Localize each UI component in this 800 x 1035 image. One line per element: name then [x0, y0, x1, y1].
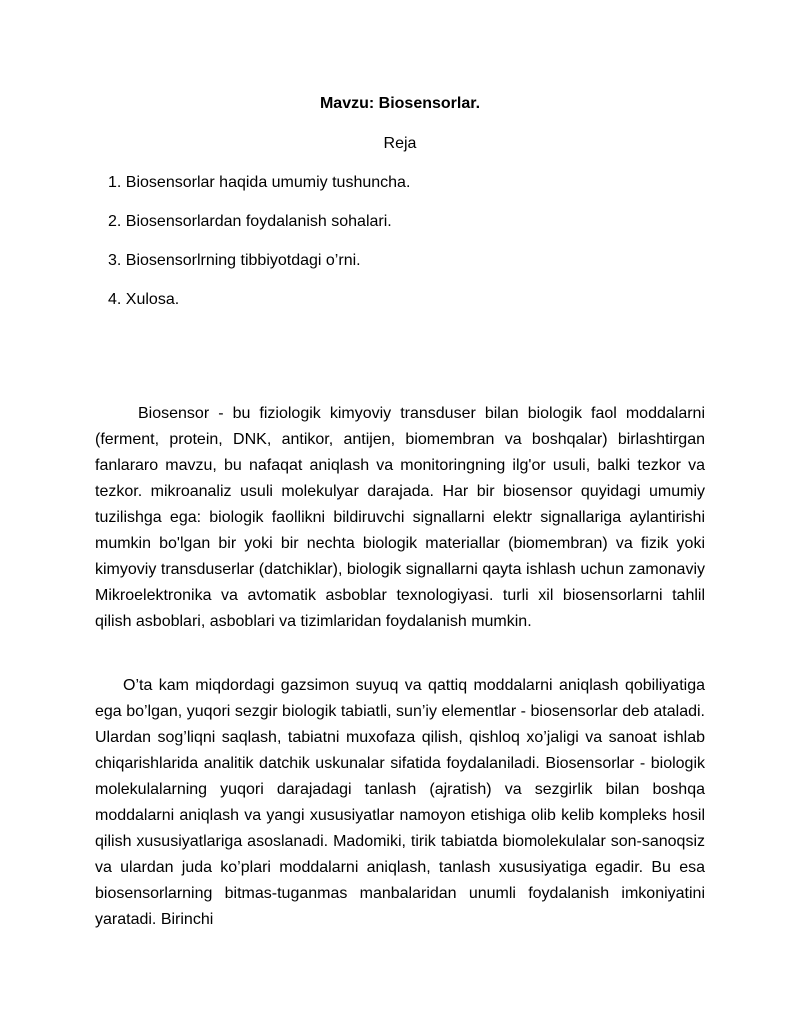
plan-list: [108, 173, 410, 329]
plan-item: 2. Biosensorlardan foydalanish sohalari.: [108, 213, 392, 230]
document-title: Mavzu: Biosensorlar.: [319, 95, 481, 112]
plan-item: 3. Biosensorlrning tibbiyotdagi o’rni.: [108, 252, 361, 269]
plan-item: 1. Biosensorlar haqida umumiy tushuncha.: [108, 174, 411, 191]
body-paragraph: O’ta kam miqdordagi gazsimon suyuq va qattiq moddalarni aniqlash qobiliyatiga ega bo’lgan, yuqori sezgir biologik tabiatli, sun’iy elementlar - biosensorlar deb ataladi. Ulardan sog’liqni saqlash, tabiatni muxofaza qilish, qishloq xo’jaligi va sanoat ishlab chiqarishlarida analitik datchik uskunalar sifatida foydalaniladi. Biosensorlar - biologik molekulalarning yuqori darajadagi tanlash (ajratish) va sezgirlik bilan boshqa moddalarni aniqlash va yangi xususiyatlar namoyon etishiga olib kelib kompleks hosil qilish xususiyatlariga asoslanadi. Madomiki, tirik tabiatda biomolekulalar son-sanoqsiz va ulardan juda ko’plari moddalarni aniqlash, tanlash xususiyatiga egadir. Bu esa biosensorlarning bitmas-tuganmas manbalaridan unumli foydalanish imkoniyatini yaratadi. Birinchi: [95, 677, 705, 928]
plan-item: 4. Xulosa.: [108, 291, 180, 308]
plan-heading: Reja: [383, 135, 417, 152]
body-paragraph: Biosensor - bu fiziologik kimyoviy transduser bilan biologik faol moddalarni (ferment, protein, DNK, antikor, antijen, biomembran va boshqalar) birlashtirgan fanlararo mavzu, bu nafaqat aniqlash va monitoringning ilg'or usuli, balki tezkor va tezkor. mikroanaliz usuli molekulyar darajada. Har bir biosensor quyidagi umumiy tuzilishga ega: biologik faollikni bildiruvchi signallarni elektr signallariga aylantirishi mumkin bo'lgan bir yoki bir nechta biologik materiallar (biomembran) va fizik yoki kimyoviy transduserlar (datchiklar), biologik signallarni qayta ishlash uchun zamonaviy Mikroelektronika va avtomatik asboblar texnologiyasi. turli xil biosensorlarni tahlil qilish asboblari, asboblari va tizimlaridan foydalanish mumkin.: [95, 405, 705, 630]
